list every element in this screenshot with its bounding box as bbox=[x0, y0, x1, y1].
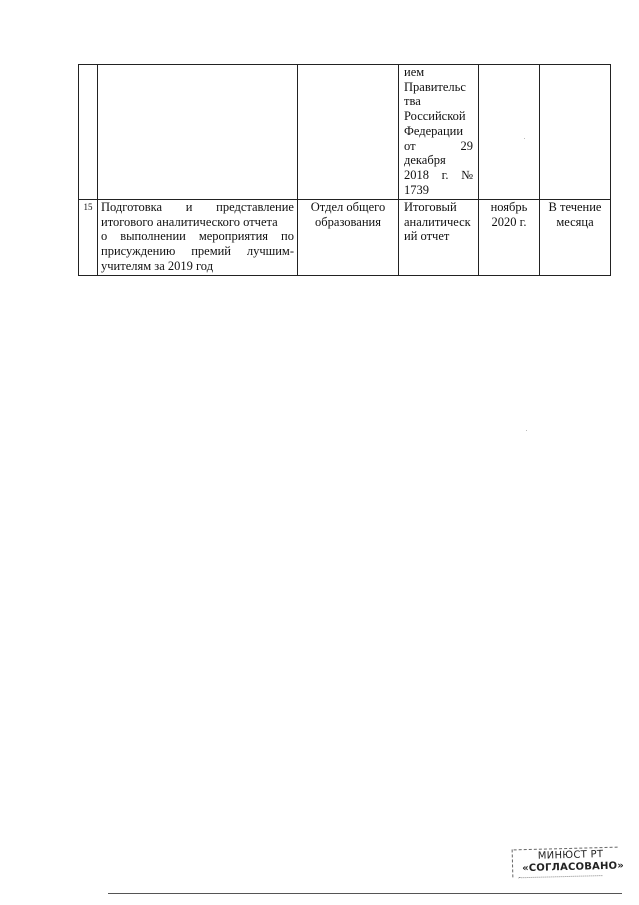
document-line: 1739 bbox=[404, 182, 429, 197]
term-cell bbox=[479, 65, 540, 200]
scan-speck bbox=[524, 138, 525, 139]
document-line: ий отчет bbox=[404, 229, 450, 244]
term-line: ноябрь bbox=[490, 200, 528, 214]
word: № bbox=[461, 167, 473, 182]
task-line bbox=[101, 215, 294, 230]
word: учителям за 2019 год bbox=[101, 258, 214, 273]
task-line bbox=[101, 259, 294, 274]
task-line bbox=[101, 200, 294, 215]
duration-cell bbox=[540, 200, 611, 276]
responsible-cell bbox=[298, 65, 399, 200]
word: 2018 bbox=[404, 167, 429, 182]
table-row-15 bbox=[79, 200, 611, 276]
document-line: аналитическ bbox=[404, 214, 471, 229]
bottom-rule bbox=[108, 893, 622, 894]
term-cell bbox=[479, 200, 540, 276]
duration-line: месяца bbox=[556, 214, 594, 229]
word: мероприятия bbox=[198, 229, 269, 244]
number-cell bbox=[79, 65, 98, 200]
measures-table bbox=[78, 64, 611, 276]
stamp-ministry: МИНЮСТ РТ bbox=[537, 849, 604, 862]
word: присуждению bbox=[101, 244, 176, 259]
stamp-frame bbox=[518, 875, 602, 878]
task-cell bbox=[98, 200, 298, 276]
task-cell bbox=[98, 65, 298, 200]
row-number: 15 bbox=[79, 200, 98, 276]
word: г. bbox=[441, 167, 449, 182]
responsible-line: Отдел общего bbox=[310, 200, 386, 214]
document-line: Итоговый bbox=[404, 200, 457, 214]
word: и bbox=[185, 200, 193, 214]
document-line: ием bbox=[404, 65, 425, 79]
table-row-continued bbox=[79, 65, 611, 200]
document-cell bbox=[399, 200, 479, 276]
word: от bbox=[404, 138, 416, 153]
task-line bbox=[101, 229, 294, 244]
document-line-year bbox=[404, 168, 473, 183]
document-line: тва bbox=[404, 94, 421, 109]
duration-cell bbox=[540, 65, 611, 200]
word: 29 bbox=[460, 138, 473, 153]
document-line: Правительс bbox=[404, 79, 466, 94]
document-line: Российской bbox=[404, 109, 466, 124]
word: премий bbox=[191, 244, 231, 259]
task-line bbox=[101, 244, 294, 259]
scan-speck bbox=[526, 430, 527, 431]
duration-line: В течение bbox=[548, 200, 602, 214]
word: представление bbox=[216, 200, 294, 214]
word: о bbox=[101, 229, 108, 244]
stamp-frame bbox=[512, 849, 514, 877]
word: лучшим- bbox=[246, 244, 294, 259]
term-line: 2020 г. bbox=[491, 214, 527, 229]
document-line: Федерации bbox=[404, 123, 464, 138]
stamp-approved: «СОГЛАСОВАНО» bbox=[521, 860, 625, 875]
word: выполнении bbox=[120, 229, 186, 244]
responsible-cell bbox=[298, 200, 399, 276]
document-cell bbox=[399, 65, 479, 200]
document-line: декабря bbox=[404, 153, 446, 168]
approval-stamp bbox=[512, 846, 623, 881]
document-line-from bbox=[404, 139, 473, 154]
responsible-line: образования bbox=[315, 214, 381, 229]
word: Подготовка bbox=[101, 200, 163, 214]
word: итогового аналитического отчета bbox=[101, 214, 278, 229]
word: по bbox=[281, 229, 294, 244]
